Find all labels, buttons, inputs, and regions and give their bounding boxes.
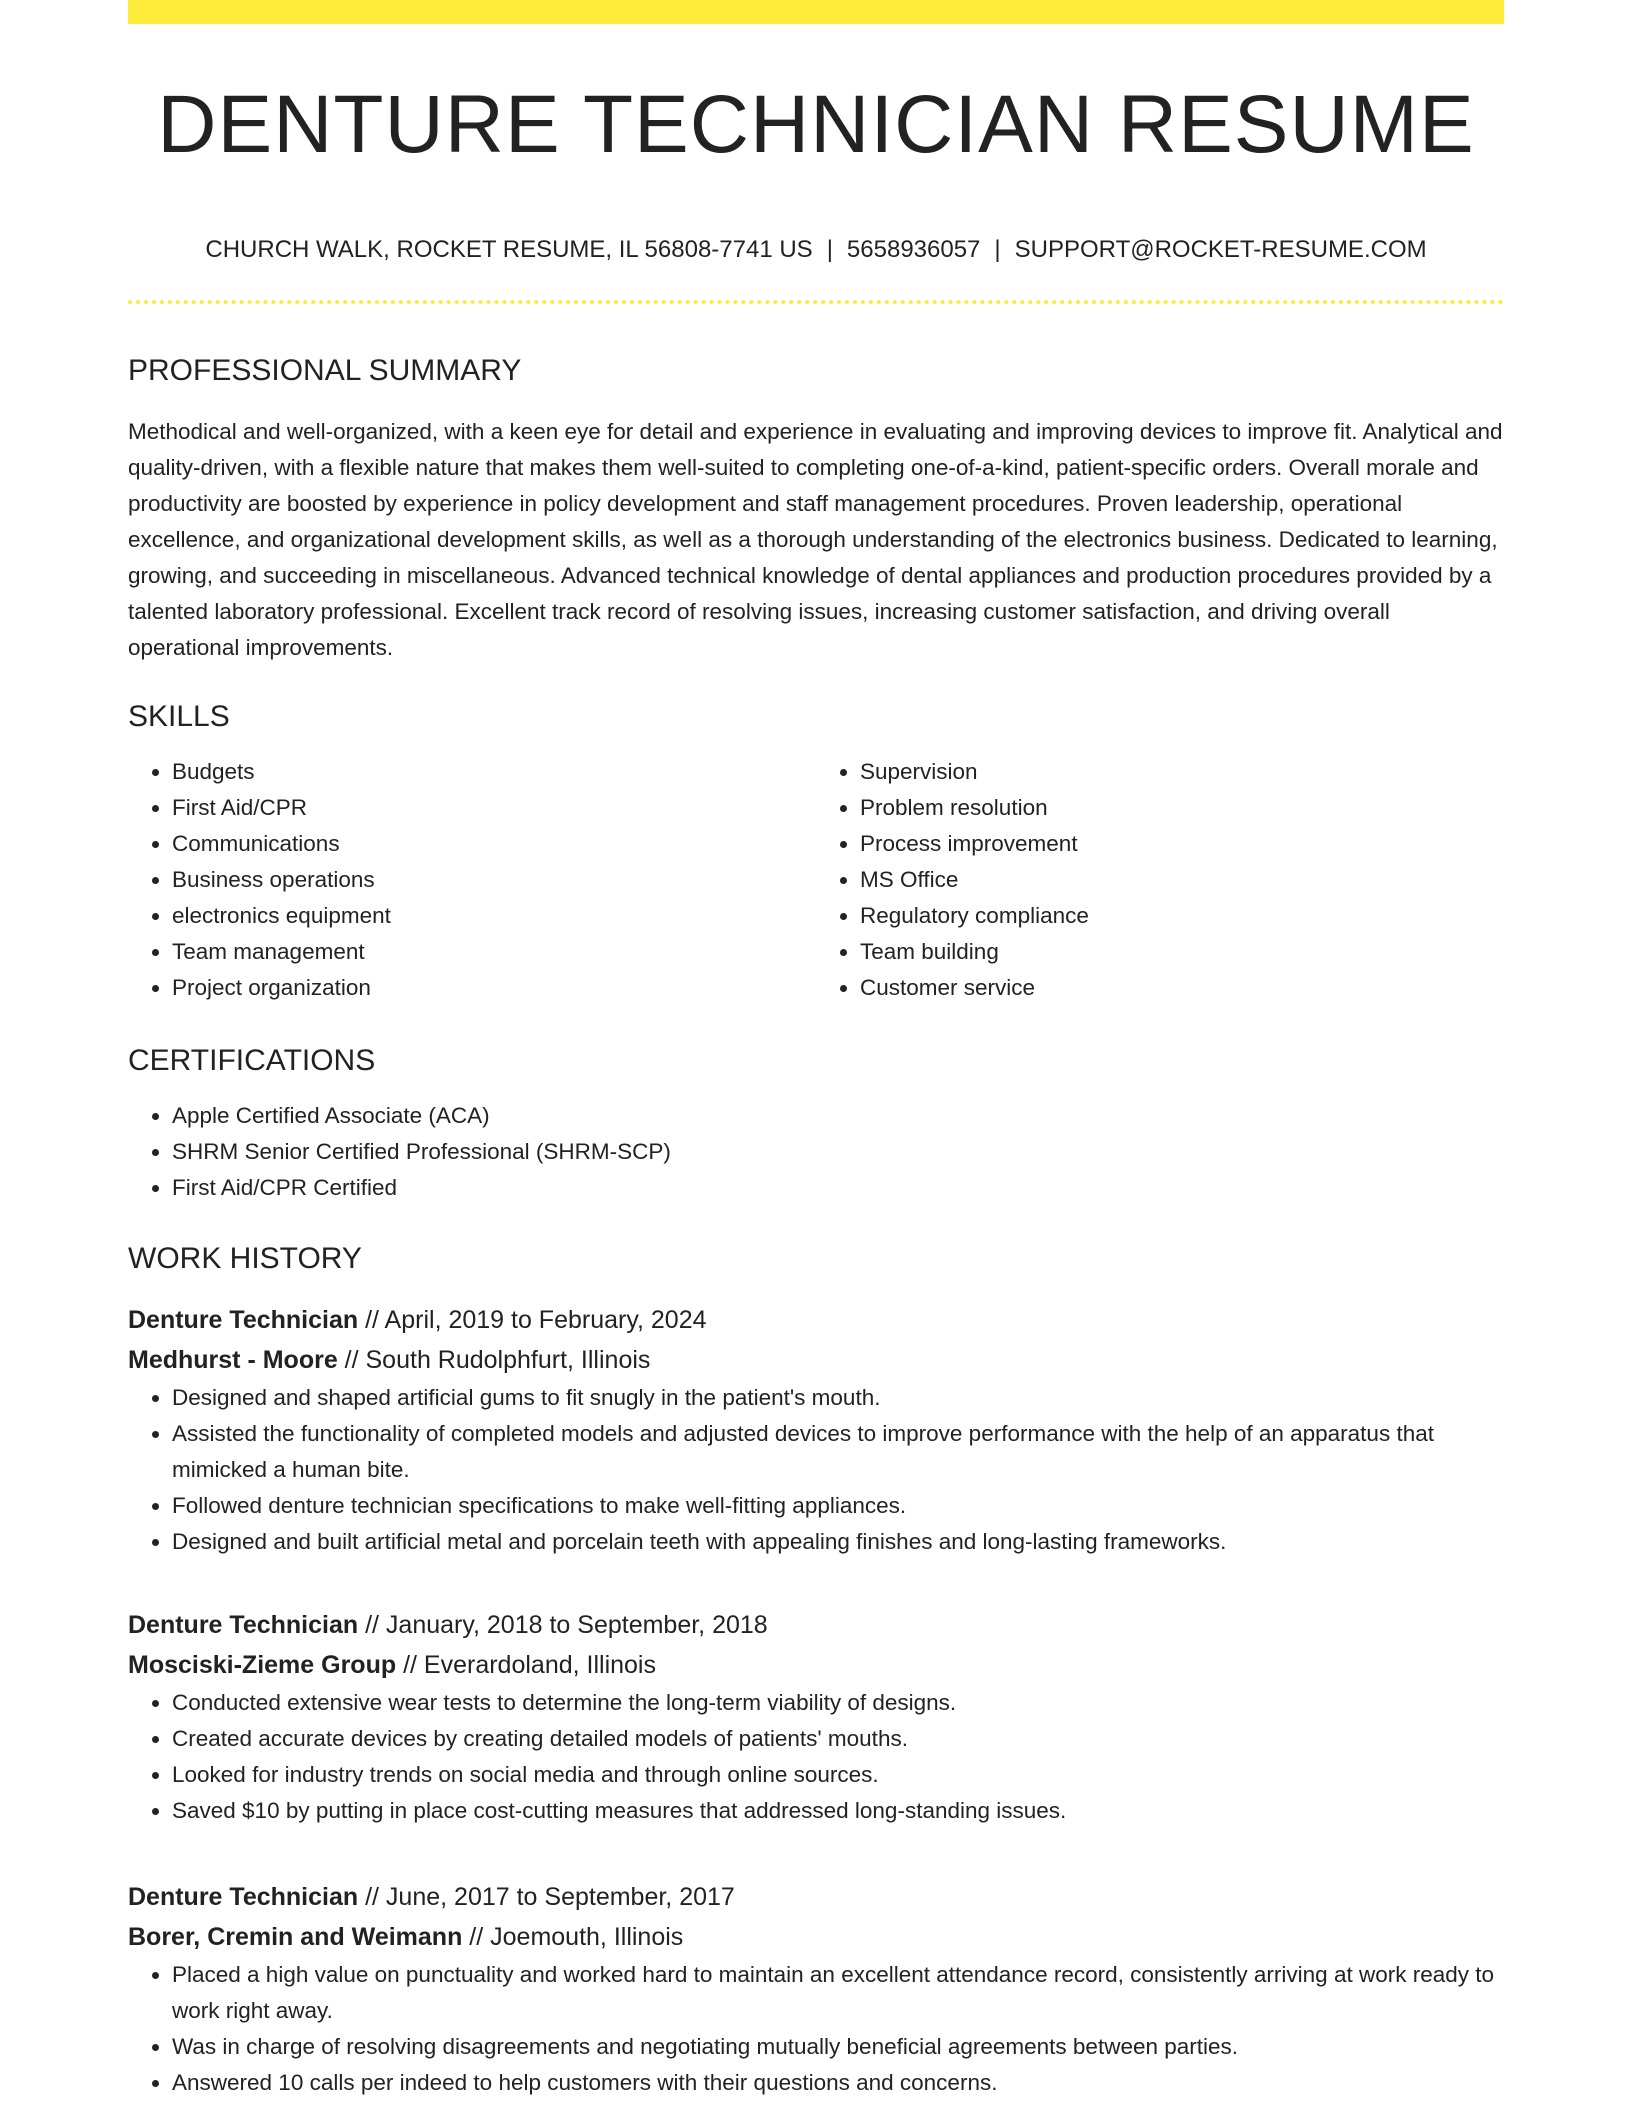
contact-separator: |: [826, 236, 833, 263]
job-title: Denture Technician: [128, 1883, 359, 1911]
skill-item: • Team building: [860, 934, 1504, 970]
certifications-section: [128, 1046, 1504, 1206]
job-company-line: [128, 1340, 1504, 1380]
certifications-heading: CERTIFICATIONS: [128, 1044, 376, 1077]
skill-item: • Customer service: [860, 970, 1504, 1006]
job-entry: [128, 1300, 1504, 1560]
certifications-list: [128, 1098, 1504, 1206]
job-entry: [128, 1605, 1504, 1829]
contact-address: CHURCH WALK, ROCKET RESUME, IL 56808-7741 US: [205, 236, 813, 263]
job-company-line: [128, 1645, 1504, 1685]
work-history-heading: WORK HISTORY: [128, 1242, 362, 1275]
skill-item: • Project organization: [172, 970, 816, 1006]
job-dates: // April, 2019 to February, 2024: [365, 1306, 707, 1334]
job-title-line: [128, 1300, 1504, 1340]
job-location: // Joemouth, Illinois: [469, 1923, 684, 1951]
job-duty: • Created accurate devices by creating detailed models of patients' mouths.: [172, 1721, 1504, 1757]
skill-item: • electronics equipment: [172, 898, 816, 934]
job-title: Denture Technician: [128, 1611, 359, 1639]
job-duties: [128, 1957, 1504, 2101]
skills-section: [128, 702, 1504, 1006]
job-dates: // January, 2018 to September, 2018: [365, 1611, 768, 1639]
contact-separator: |: [994, 236, 1001, 263]
resume-page: [128, 0, 1504, 2095]
skill-item: • Communications: [172, 826, 816, 862]
job-title-line: [128, 1877, 1504, 1917]
job-location: // Everardoland, Illinois: [403, 1651, 656, 1679]
job-duty: • Was in charge of resolving disagreements and negotiating mutually beneficial agreements between parties.: [172, 2029, 1504, 2065]
job-duty: • Designed and built artificial metal and porcelain teeth with appealing finishes and long-lasting frameworks.: [172, 1524, 1504, 1560]
summary-text: Methodical and well-organized, with a keen eye for detail and experience in evaluating and improving devices to improve fit. Analytical and quality-driven, with a flexible nature that makes them well-suited to completing one-of-a-kind, patient-specific orders. Overall morale and productivity are boosted by experience in policy development and staff management procedures. Proven leadership, operational excellence, and organizational development skills, as well as a thorough understanding of the electronics business. Dedicated to learning, growing, and succeeding in miscellaneous. Advanced technical knowledge of dental appliances and production procedures provided by a talented laboratory professional. Excellent track record of resolving issues, increasing customer satisfaction, and driving overall operational improvements.: [128, 419, 1503, 660]
job-duties: [128, 1380, 1504, 1560]
job-duty: • Saved $10 by putting in place cost-cutting measures that addressed long-standing issues.: [172, 1793, 1504, 1829]
job-dates: // June, 2017 to September, 2017: [365, 1883, 735, 1911]
job-duty: • Designed and shaped artificial gums to fit snugly in the patient's mouth.: [172, 1380, 1504, 1416]
summary-heading: PROFESSIONAL SUMMARY: [128, 354, 522, 387]
contact-email: SUPPORT@ROCKET-RESUME.COM: [1014, 236, 1427, 263]
job-duty: • Followed denture technician specifications to make well-fitting appliances.: [172, 1488, 1504, 1524]
job-duty: • Assisted the functionality of completed models and adjusted devices to improve performance with the help of an apparatus that mimicked a human bite.: [172, 1416, 1504, 1488]
skill-item: • First Aid/CPR: [172, 790, 816, 826]
contact-phone: 5658936057: [846, 236, 981, 263]
certification-item: • First Aid/CPR Certified: [172, 1170, 1504, 1206]
skill-item: • Business operations: [172, 862, 816, 898]
job-duty: • Looked for industry trends on social media and through online sources.: [172, 1757, 1504, 1793]
skill-item: • Budgets: [172, 754, 816, 790]
job-duties: [128, 1685, 1504, 1829]
skills-list-left: [128, 754, 816, 1006]
top-accent-bar: [128, 0, 1504, 24]
skills-heading: SKILLS: [128, 700, 230, 733]
job-company: Mosciski-Zieme Group: [128, 1651, 397, 1679]
summary-section: [128, 356, 1504, 666]
job-duty: • Conducted extensive wear tests to determine the long-term viability of designs.: [172, 1685, 1504, 1721]
skill-item: • Supervision: [860, 754, 1504, 790]
job-duty: • Placed a high value on punctuality and worked hard to maintain an excellent attendance record, consistently arriving at work ready to work right away.: [172, 1957, 1504, 2029]
job-duty: • Answered 10 calls per indeed to help customers with their questions and concerns.: [172, 2065, 1504, 2101]
dotted-divider: [128, 300, 1504, 304]
skill-item: • Regulatory compliance: [860, 898, 1504, 934]
job-company: Borer, Cremin and Weimann: [128, 1923, 463, 1951]
contact-line: [128, 238, 1504, 262]
skill-item: • MS Office: [860, 862, 1504, 898]
job-location: // South Rudolphfurt, Illinois: [344, 1346, 651, 1374]
job-title: Denture Technician: [128, 1306, 359, 1334]
certification-item: • SHRM Senior Certified Professional (SHRM-SCP): [172, 1134, 1504, 1170]
resume-title: DENTURE TECHNICIAN RESUME: [157, 79, 1475, 170]
work-history-section: [128, 1244, 1504, 1274]
job-company-line: [128, 1917, 1504, 1957]
skills-list-right: [816, 754, 1504, 1006]
skill-item: • Team management: [172, 934, 816, 970]
job-entry: [128, 1877, 1504, 2101]
job-title-line: [128, 1605, 1504, 1645]
job-company: Medhurst - Moore: [128, 1346, 338, 1374]
skill-item: • Problem resolution: [860, 790, 1504, 826]
skill-item: • Process improvement: [860, 826, 1504, 862]
certification-item: • Apple Certified Associate (ACA): [172, 1098, 1504, 1134]
